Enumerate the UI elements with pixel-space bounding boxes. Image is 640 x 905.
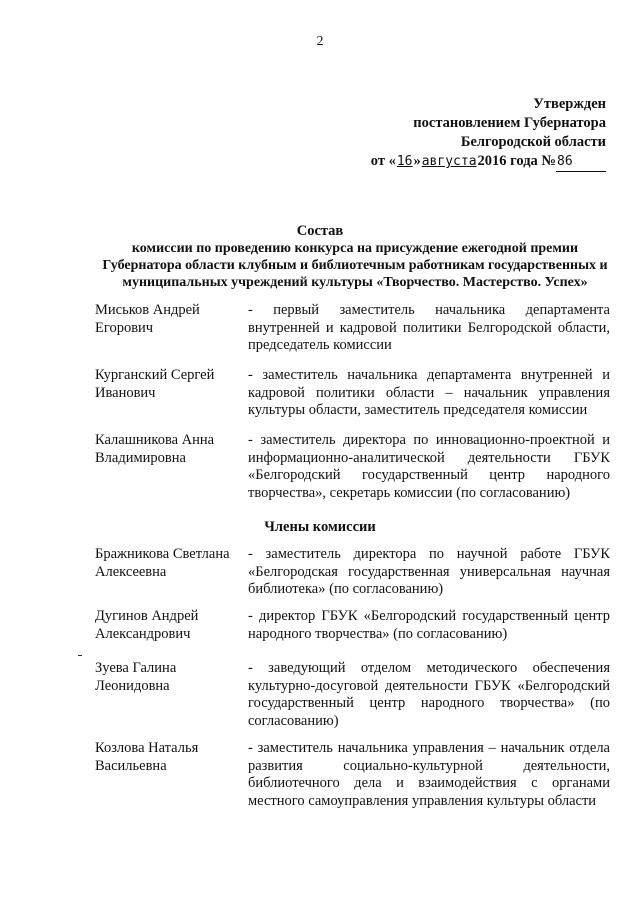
member-role: - директор ГБУК «Белгородский государственный центр народного творчества» (по согласованию)	[248, 608, 610, 642]
approval-line-1: Утвержден	[533, 96, 606, 112]
document-subtitle: комиссии по проведению конкурса на присуждение ежегодной премии Губернатора области клубным и библиотечным работникам государственных и муниципальных учреждений культуры «Творчество. Мастерство. Успех»	[102, 241, 608, 290]
margin-mark	[78, 655, 82, 656]
member-role: - первый заместитель начальника департамента внутренней и кадровой политики Белгородской области, председатель комиссии	[248, 302, 610, 353]
member-name: Курганский Сергей Иванович	[95, 367, 215, 401]
date-prefix: от «	[370, 153, 396, 169]
approval-line-3: Белгородской области	[460, 134, 606, 150]
member-name: Калашникова Анна Владимировна	[95, 432, 215, 466]
approval-block	[371, 95, 606, 172]
member-role: - заместитель директора по инновационно-проектной и информационно-аналитической деятельности ГБУК «Белгородский государственный центр народного творчества», секретарь комиссии (по согласованию)	[248, 432, 610, 501]
decree-number: 86	[557, 154, 573, 169]
member-role: - заместитель начальника управления – начальник отдела развития социально-культурной деятельности, библиотечного дела и взаимодействия с органами местного самоуправления управления культуры области	[248, 740, 610, 809]
date-month: августа	[421, 154, 477, 169]
member-name: Козлова Наталья Васильевна	[95, 740, 199, 774]
member-role: - заведующий отделом методического обеспечения культурно-досуговой деятельности ГБУК «Белгородский государственный центр народного творчества» (по согласованию)	[248, 660, 610, 729]
decree-number-field	[556, 152, 606, 172]
member-role: - заместитель директора по научной работе ГБУК «Белгородская государственная универсальная научная библиотека» (по согласованию)	[248, 546, 610, 597]
date-year: 2016 года №	[477, 153, 556, 169]
member-name: Зуева Галина Леонидовна	[95, 660, 177, 694]
members-section-title: Члены комиссии	[264, 519, 376, 535]
member-name: Миськов Андрей Егорович	[95, 302, 200, 336]
member-name: Бражникова Светлана Алексеевна	[95, 546, 230, 580]
member-name: Дугинов Андрей Александрович	[95, 608, 199, 642]
member-role: - заместитель начальника департамента внутренней и кадровой политики области – начальник управления культуры области, заместитель председателя комиссии	[248, 367, 610, 418]
date-mid: »	[413, 153, 421, 169]
document-title: Состав	[296, 223, 344, 239]
page-number: 2	[316, 34, 324, 49]
date-day: 16	[396, 154, 413, 169]
approval-date	[371, 152, 606, 172]
approval-line-2: постановлением Губернатора	[413, 115, 606, 131]
